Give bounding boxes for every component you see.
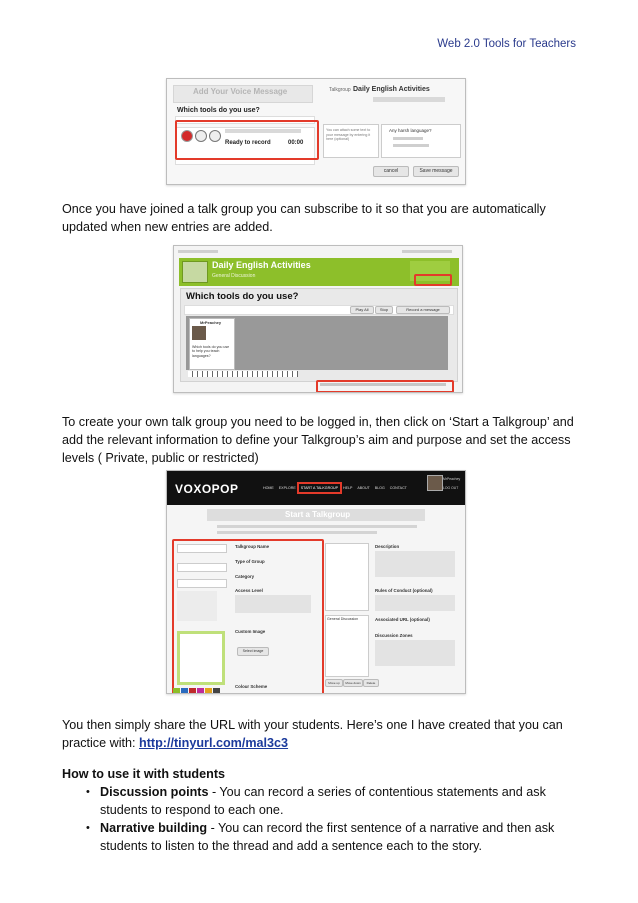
nav-help[interactable]: HELP: [342, 486, 353, 490]
field-discussion-zones: Discussion Zones: [375, 633, 413, 638]
list-item: [92, 783, 582, 819]
move-down-button[interactable]: Move down: [343, 679, 363, 687]
field-associated-url: Associated URL (optional): [375, 617, 430, 622]
document-header: Web 2.0 Tools for Teachers: [437, 38, 576, 50]
talkgroup-title: Daily English Activities: [212, 260, 311, 270]
paragraph-share-url: [62, 716, 582, 752]
howto-text: - You can record the first sentence of a narrative and then ask students to listen to the thread and add a sentence each to the story.: [100, 821, 555, 853]
logout-link[interactable]: LOG OUT: [443, 486, 459, 490]
howto-section: [62, 765, 582, 855]
play-button-icon[interactable]: [195, 130, 207, 142]
field-rules: Rules of Conduct (optional): [375, 588, 433, 593]
record-status: Ready to record: [225, 140, 271, 146]
voxopop-avatar: [427, 475, 443, 491]
voice-panel-title: Add Your Voice Message: [193, 87, 288, 96]
voxopop-user: MrPeachey: [443, 477, 461, 481]
nav-start-talkgroup[interactable]: START A TALKGROUP: [300, 486, 338, 490]
talkgroup-user-message: Which tools do you use to help you teach languages?: [192, 345, 230, 358]
user-avatar: [192, 326, 206, 340]
start-talkgroup-heading: Start a Talkgroup: [285, 510, 351, 519]
play-all-button[interactable]: Play All: [350, 306, 374, 314]
nav-blog[interactable]: BLOG: [374, 486, 385, 490]
stop-button[interactable]: Stop: [375, 306, 393, 314]
howto-heading: How to use it with students: [62, 767, 226, 781]
field-access-level: Access Level: [235, 588, 263, 593]
field-custom-image: Custom Image: [235, 629, 266, 634]
voxopop-logo: VOXOPOP: [175, 482, 239, 496]
zone-default: General Discussion: [327, 617, 359, 621]
record-message-button[interactable]: Record a message: [396, 306, 450, 314]
talkgroup-label: Talkgroup: [329, 87, 351, 93]
howto-term: Discussion points: [100, 785, 209, 799]
field-type-of-group: Type of Group: [235, 559, 265, 564]
talkgroup-user: MrPeachey: [200, 320, 222, 325]
paragraph-subscribe: Once you have joined a talk group you can subscribe to it so that you are automatically updated when new entries are added.: [62, 202, 546, 234]
screenshot-talkgroup: [173, 245, 463, 393]
stop-button-icon[interactable]: [209, 130, 221, 142]
subscribe-highlight: [414, 274, 452, 286]
nav-home[interactable]: HOME: [263, 486, 274, 490]
nav-explore[interactable]: EXPLORE: [278, 486, 296, 490]
field-description: Description: [375, 544, 400, 549]
howto-term: Narrative building: [100, 821, 208, 835]
attach-text-note: You can attach some text to your message by entering it here (optional): [326, 128, 371, 141]
field-category: Category: [235, 574, 255, 579]
select-image-button[interactable]: Select image: [237, 647, 269, 656]
share-url-text: You then simply share the URL with your students. Here’s one I have created that you can practice with:: [62, 718, 563, 750]
share-tools-highlight: [316, 380, 454, 393]
screenshot-add-voice-message: [166, 78, 466, 185]
practice-link[interactable]: http://tinyurl.com/mal3c3: [139, 736, 289, 750]
record-button-icon[interactable]: [181, 130, 193, 142]
delete-zone-button[interactable]: Delete: [363, 679, 379, 687]
talkgroup-name: Daily English Activities: [353, 86, 430, 93]
nav-about[interactable]: ABOUT: [357, 486, 370, 490]
move-up-button[interactable]: Move up: [325, 679, 343, 687]
paragraph-create-talkgroup: To create your own talk group you need to be logged in, then click on ‘Start a Talkgroup’ and add the relevant information to define your Talkgroup’s aim and purpose and set the access levels ( Private, public or restricted): [62, 415, 574, 465]
talkgroup-question: Which tools do you use?: [186, 291, 299, 302]
list-item: [92, 819, 582, 855]
record-timer: 00:00: [288, 140, 304, 146]
field-talkgroup-name: Talkgroup Name: [235, 544, 270, 549]
talkgroup-subtitle: General Discussion: [212, 273, 256, 279]
nav-contact[interactable]: CONTACT: [389, 486, 407, 490]
field-colour-scheme: Colour Scheme: [235, 684, 268, 689]
save-message-button[interactable]: Save message: [413, 166, 459, 177]
screenshot-start-talkgroup: [166, 470, 466, 694]
voice-question: Which tools do you use?: [177, 107, 260, 114]
howto-text: - You can record a series of contentious statements and ask students to respond to each one.: [100, 785, 546, 817]
language-question: Any harsh language?: [389, 128, 432, 133]
cancel-button[interactable]: cancel: [373, 166, 409, 177]
